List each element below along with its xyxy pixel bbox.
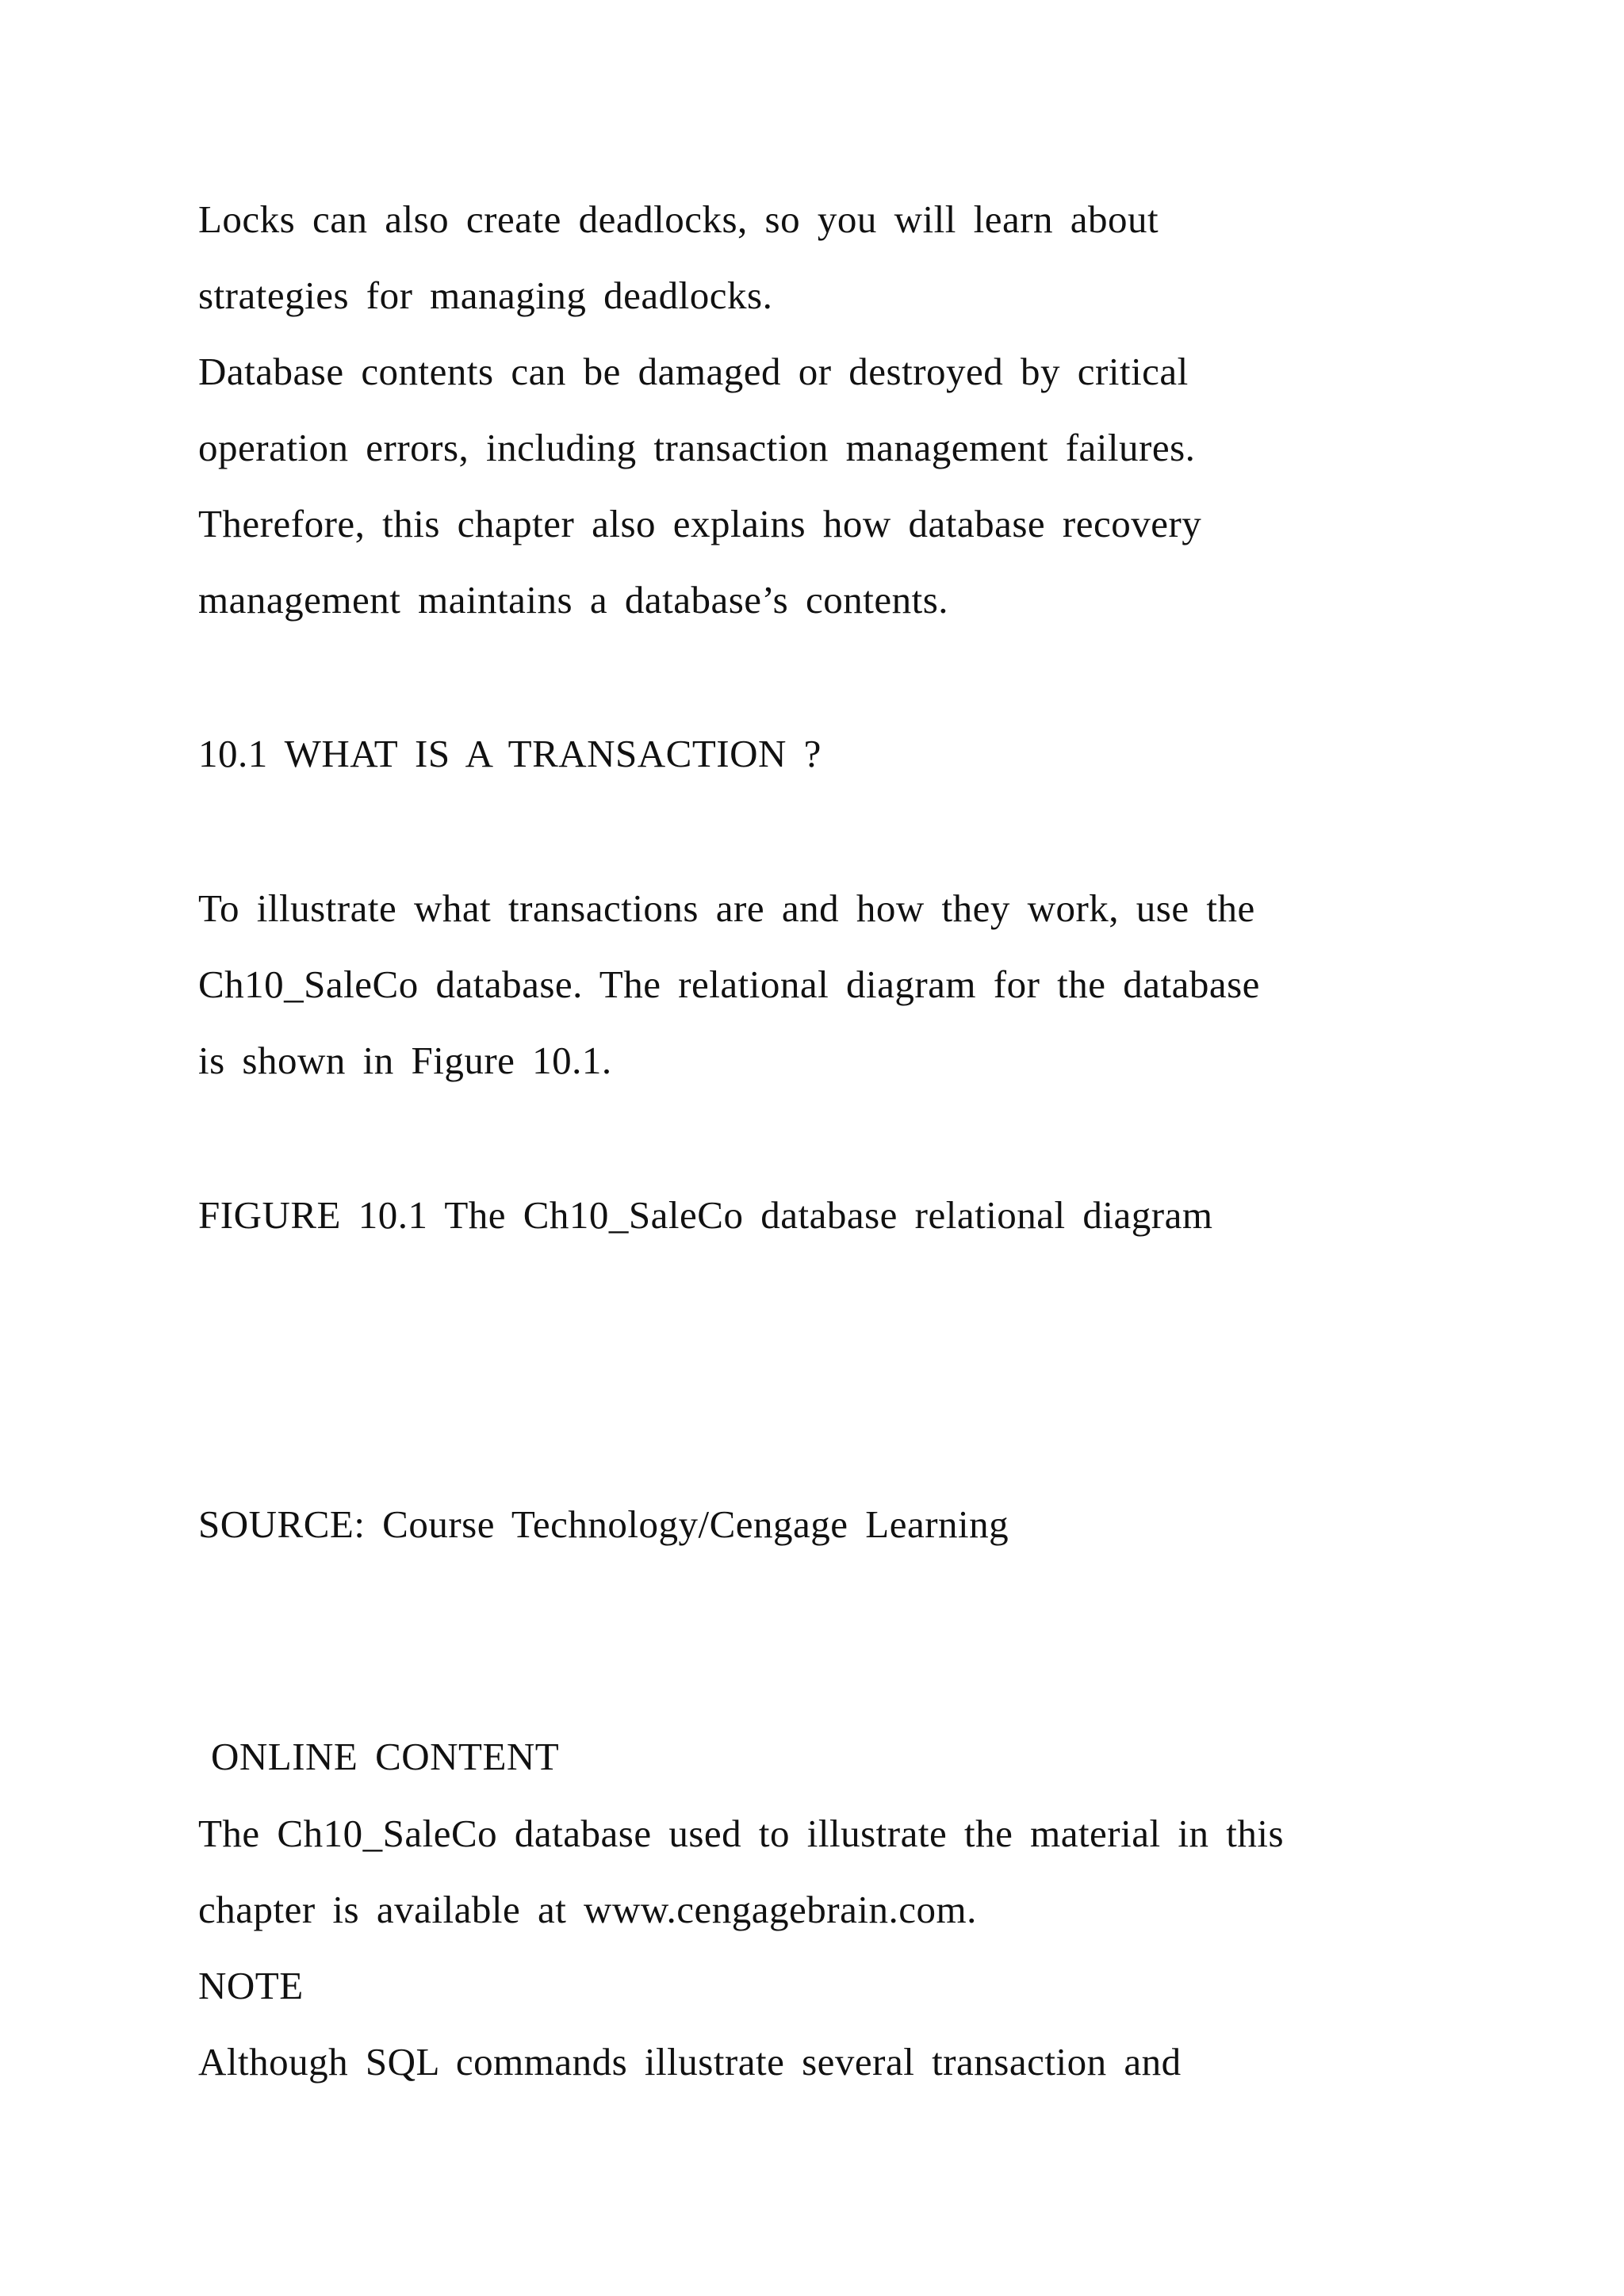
intro-line: Database contents can be damaged or destroyed by critical [198, 350, 1189, 393]
intro-line: management maintains a database’s contents. [198, 578, 949, 622]
note-line: Although SQL commands illustrate several transaction and [198, 2040, 1182, 2084]
online-content-line: The Ch10_SaleCo database used to illustrate the material in this [198, 1812, 1285, 1855]
online-content-label: ONLINE CONTENT [211, 1735, 560, 1778]
body-line: is shown in Figure 10.1. [198, 1039, 612, 1082]
figure-source: SOURCE: Course Technology/Cengage Learning [198, 1502, 1009, 1546]
intro-line: strategies for managing deadlocks. [198, 274, 773, 317]
note-label: NOTE [198, 1964, 304, 2007]
figure-caption: FIGURE 10.1 The Ch10_SaleCo database relational diagram [198, 1193, 1213, 1237]
intro-line: Therefore, this chapter also explains how database recovery [198, 502, 1202, 545]
section-heading: 10.1 WHAT IS A TRANSACTION ? [198, 732, 822, 775]
body-line: Ch10_SaleCo database. The relational diagram for the database [198, 962, 1260, 1006]
intro-line: operation errors, including transaction management failures. [198, 426, 1196, 469]
online-content-line: chapter is available at www.cengagebrain.com. [198, 1888, 977, 1931]
body-line: To illustrate what transactions are and how they work, use the [198, 886, 1255, 930]
intro-line: Locks can also create deadlocks, so you will learn about [198, 197, 1159, 241]
